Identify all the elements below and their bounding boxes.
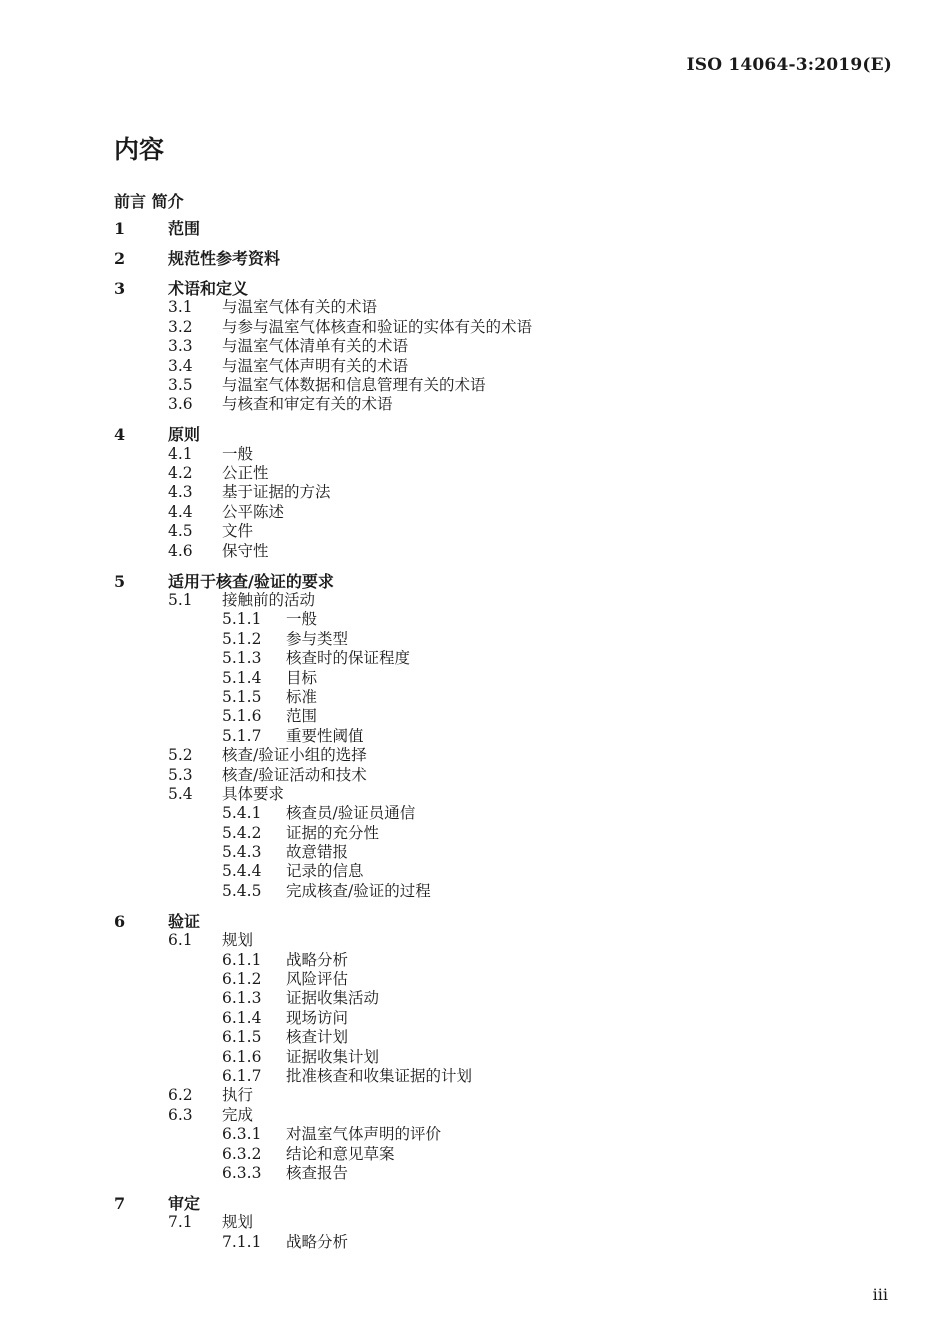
toc-entry-title: 风险评估 bbox=[286, 970, 349, 989]
toc-entry-4-3[interactable] bbox=[114, 483, 894, 502]
toc-entry-number: 4.2 bbox=[168, 464, 193, 483]
toc-entry-5[interactable] bbox=[114, 572, 894, 591]
toc-entry-6-3-3[interactable] bbox=[114, 1164, 894, 1183]
toc-entry-number: 6.3 bbox=[168, 1105, 193, 1124]
toc-entry-number: 5.1.6 bbox=[222, 707, 262, 726]
toc-entry-number: 6.2 bbox=[168, 1086, 193, 1105]
toc-entry-number: 3.6 bbox=[168, 395, 193, 414]
toc-entry-title: 参与类型 bbox=[286, 629, 349, 648]
toc-entry-title: 接触前的活动 bbox=[222, 591, 316, 610]
toc-entry-number: 3.2 bbox=[168, 317, 193, 336]
toc-entry-title: 证据收集计划 bbox=[286, 1047, 380, 1066]
toc-entry-number: 3.3 bbox=[168, 337, 193, 356]
toc-entry-title: 审定 bbox=[168, 1193, 201, 1213]
toc-entry-number: 5.1.5 bbox=[222, 687, 262, 706]
toc-entry-title: 对温室气体声明的评价 bbox=[286, 1125, 442, 1144]
toc-entry-number: 3 bbox=[114, 278, 126, 298]
toc-entry-3[interactable] bbox=[114, 279, 894, 298]
toc-entry-title: 记录的信息 bbox=[286, 862, 364, 881]
toc-entry-6-1[interactable] bbox=[114, 931, 894, 950]
toc-entry-3-2[interactable] bbox=[114, 318, 894, 337]
toc-entry-title: 核查/验证小组的选择 bbox=[222, 746, 367, 765]
toc-entry-title: 基于证据的方法 bbox=[222, 483, 331, 502]
toc-entry-5-4-2[interactable] bbox=[114, 824, 894, 843]
toc-entry-5-4-3[interactable] bbox=[114, 843, 894, 862]
toc-entry-number: 6.3.2 bbox=[222, 1144, 262, 1163]
toc-entry-5-1-7[interactable] bbox=[114, 727, 894, 746]
toc-entry-6-1-7[interactable] bbox=[114, 1067, 894, 1086]
toc-entry-6[interactable] bbox=[114, 912, 894, 931]
toc-entry-5-1-3[interactable] bbox=[114, 649, 894, 668]
toc-entry-title: 战略分析 bbox=[286, 950, 349, 969]
toc-entry-5-4-5[interactable] bbox=[114, 882, 894, 901]
toc-entry-5-1-6[interactable] bbox=[114, 707, 894, 726]
toc-entry-title: 术语和定义 bbox=[168, 278, 249, 298]
toc-entry-title: 核查报告 bbox=[286, 1163, 349, 1182]
toc-entry-number: 5.1.2 bbox=[222, 629, 262, 648]
toc-entry-title: 适用于核查/验证的要求 bbox=[168, 571, 334, 591]
toc-entry-number: 5.1.7 bbox=[222, 726, 262, 745]
toc-entry-number: 5.4.4 bbox=[222, 862, 262, 881]
toc-entry-number: 7.1.1 bbox=[222, 1232, 262, 1251]
toc-entry-title: 批准核查和收集证据的计划 bbox=[286, 1066, 473, 1085]
toc-entry-title: 核查时的保证程度 bbox=[286, 649, 411, 668]
toc-entry-number: 4.1 bbox=[168, 444, 193, 463]
toc-entry-5-4-1[interactable] bbox=[114, 804, 894, 823]
toc-entry-3-3[interactable] bbox=[114, 337, 894, 356]
toc-entry-title: 战略分析 bbox=[286, 1232, 349, 1251]
toc-entry-title: 结论和意见草案 bbox=[286, 1144, 395, 1163]
toc-entry-5-1-1[interactable] bbox=[114, 610, 894, 629]
toc-entry-title: 规划 bbox=[222, 1213, 254, 1232]
toc-entry-5-1-4[interactable] bbox=[114, 669, 894, 688]
toc-entry-number: 7 bbox=[114, 1193, 126, 1213]
toc-preface-entry[interactable]: 前言 简介 bbox=[114, 192, 184, 211]
toc-entry-3-4[interactable] bbox=[114, 357, 894, 376]
toc-entry-title: 具体要求 bbox=[222, 784, 285, 803]
toc-entry-title: 范围 bbox=[286, 707, 318, 726]
toc-entry-title: 重要性阈值 bbox=[286, 726, 364, 745]
toc-entry-number: 6.1.2 bbox=[222, 970, 262, 989]
toc-entry-5-2[interactable] bbox=[114, 746, 894, 765]
toc-entry-number: 5.4.2 bbox=[222, 823, 262, 842]
toc-entry-3-5[interactable] bbox=[114, 376, 894, 395]
toc-entry-title: 公正性 bbox=[222, 464, 269, 483]
toc-entry-number: 6.1.7 bbox=[222, 1066, 262, 1085]
toc-entry-title: 一般 bbox=[222, 444, 254, 463]
toc-entry-title: 核查计划 bbox=[286, 1028, 349, 1047]
toc-entry-title: 与温室气体有关的术语 bbox=[222, 298, 378, 317]
toc-entry-number: 4.6 bbox=[168, 541, 193, 560]
toc-entry-title: 核查/验证活动和技术 bbox=[222, 765, 367, 784]
toc-entry-number: 4.5 bbox=[168, 522, 193, 541]
toc-entry-3-1[interactable] bbox=[114, 298, 894, 317]
toc-entry-5-1-2[interactable] bbox=[114, 630, 894, 649]
toc-entry-number: 4.3 bbox=[168, 483, 193, 502]
table-of-contents bbox=[114, 219, 894, 1252]
toc-entry-title: 核查员/验证员通信 bbox=[286, 804, 416, 823]
toc-entry-4-6[interactable] bbox=[114, 542, 894, 561]
toc-entry-number: 6.1.4 bbox=[222, 1008, 262, 1027]
toc-entry-title: 目标 bbox=[286, 668, 318, 687]
toc-entry-title: 一般 bbox=[286, 610, 318, 629]
toc-entry-7[interactable] bbox=[114, 1194, 894, 1213]
page-number: iii bbox=[872, 1285, 888, 1304]
toc-entry-number: 2 bbox=[114, 248, 126, 268]
toc-entry-title: 与核查和审定有关的术语 bbox=[222, 395, 393, 414]
toc-entry-number: 5.3 bbox=[168, 765, 193, 784]
toc-entry-title: 与温室气体数据和信息管理有关的术语 bbox=[222, 375, 486, 394]
toc-entry-2[interactable] bbox=[114, 249, 894, 268]
toc-entry-4-2[interactable] bbox=[114, 464, 894, 483]
toc-entry-6-1-1[interactable] bbox=[114, 951, 894, 970]
toc-entry-title: 验证 bbox=[168, 911, 201, 931]
toc-entry-6-2[interactable] bbox=[114, 1086, 894, 1105]
toc-entry-6-3-1[interactable] bbox=[114, 1125, 894, 1144]
toc-entry-7-1-1[interactable] bbox=[114, 1233, 894, 1252]
toc-entry-number: 5.1.1 bbox=[222, 610, 262, 629]
toc-entry-6-1-2[interactable] bbox=[114, 970, 894, 989]
toc-entry-title: 保守性 bbox=[222, 541, 269, 560]
toc-entry-4-5[interactable] bbox=[114, 522, 894, 541]
toc-entry-title: 范围 bbox=[168, 219, 201, 238]
toc-entry-3-6[interactable] bbox=[114, 395, 894, 414]
toc-entry-number: 3.1 bbox=[168, 298, 193, 317]
toc-entry-number: 5.1.4 bbox=[222, 668, 262, 687]
toc-entry-title: 标准 bbox=[286, 687, 318, 706]
toc-entry-number: 6 bbox=[114, 911, 126, 931]
toc-entry-number: 6.3.3 bbox=[222, 1163, 262, 1182]
toc-entry-5-3[interactable] bbox=[114, 766, 894, 785]
toc-entry-5-4-4[interactable] bbox=[114, 862, 894, 881]
toc-entry-number: 5.4 bbox=[168, 784, 193, 803]
toc-entry-number: 5.1.3 bbox=[222, 649, 262, 668]
toc-entry-number: 6.1 bbox=[168, 931, 193, 950]
toc-entry-4-4[interactable] bbox=[114, 503, 894, 522]
toc-entry-6-3[interactable] bbox=[114, 1106, 894, 1125]
toc-entry-5-1-5[interactable] bbox=[114, 688, 894, 707]
toc-entry-number: 5.4.5 bbox=[222, 881, 262, 900]
toc-entry-1[interactable] bbox=[114, 219, 894, 238]
toc-entry-title: 执行 bbox=[222, 1086, 254, 1105]
toc-entry-number: 4 bbox=[114, 425, 126, 445]
toc-entry-6-1-4[interactable] bbox=[114, 1009, 894, 1028]
toc-entry-title: 规划 bbox=[222, 931, 254, 950]
toc-entry-number: 1 bbox=[114, 219, 126, 238]
toc-entry-title: 证据收集活动 bbox=[286, 989, 380, 1008]
toc-entry-5-1[interactable] bbox=[114, 591, 894, 610]
toc-entry-title: 证据的充分性 bbox=[286, 823, 380, 842]
toc-entry-title: 完成 bbox=[222, 1105, 254, 1124]
toc-entry-6-1-3[interactable] bbox=[114, 989, 894, 1008]
toc-entry-5-4[interactable] bbox=[114, 785, 894, 804]
toc-entry-number: 5 bbox=[114, 571, 126, 591]
toc-entry-number: 6.1.5 bbox=[222, 1028, 262, 1047]
toc-entry-number: 7.1 bbox=[168, 1213, 193, 1232]
toc-entry-6-3-2[interactable] bbox=[114, 1145, 894, 1164]
toc-entry-title: 文件 bbox=[222, 522, 254, 541]
toc-entry-number: 5.4.3 bbox=[222, 843, 262, 862]
toc-entry-title: 公平陈述 bbox=[222, 502, 285, 521]
toc-entry-number: 6.1.6 bbox=[222, 1047, 262, 1066]
toc-entry-title: 原则 bbox=[168, 425, 201, 445]
toc-entry-title: 完成核查/验证的过程 bbox=[286, 881, 431, 900]
toc-entry-title: 与参与温室气体核查和验证的实体有关的术语 bbox=[222, 317, 533, 336]
toc-entry-7-1[interactable] bbox=[114, 1213, 894, 1232]
toc-entry-4[interactable] bbox=[114, 425, 894, 444]
toc-entry-6-1-6[interactable] bbox=[114, 1048, 894, 1067]
toc-entry-number: 6.1.3 bbox=[222, 989, 262, 1008]
document-code: ISO 14064-3:2019(E) bbox=[686, 55, 892, 75]
toc-entry-title: 与温室气体清单有关的术语 bbox=[222, 337, 409, 356]
toc-entry-number: 5.4.1 bbox=[222, 804, 262, 823]
toc-entry-number: 3.5 bbox=[168, 375, 193, 394]
toc-entry-title: 现场访问 bbox=[286, 1008, 349, 1027]
toc-entry-number: 6.3.1 bbox=[222, 1125, 262, 1144]
page-title: 内容 bbox=[114, 135, 165, 164]
toc-entry-title: 故意错报 bbox=[286, 843, 349, 862]
toc-entry-number: 5.1 bbox=[168, 591, 193, 610]
toc-entry-4-1[interactable] bbox=[114, 445, 894, 464]
toc-entry-number: 6.1.1 bbox=[222, 950, 262, 969]
toc-entry-number: 3.4 bbox=[168, 356, 193, 375]
toc-entry-6-1-5[interactable] bbox=[114, 1028, 894, 1047]
toc-entry-title: 与温室气体声明有关的术语 bbox=[222, 356, 409, 375]
toc-entry-number: 4.4 bbox=[168, 502, 193, 521]
toc-entry-number: 5.2 bbox=[168, 746, 193, 765]
toc-entry-title: 规范性参考资料 bbox=[168, 248, 281, 268]
